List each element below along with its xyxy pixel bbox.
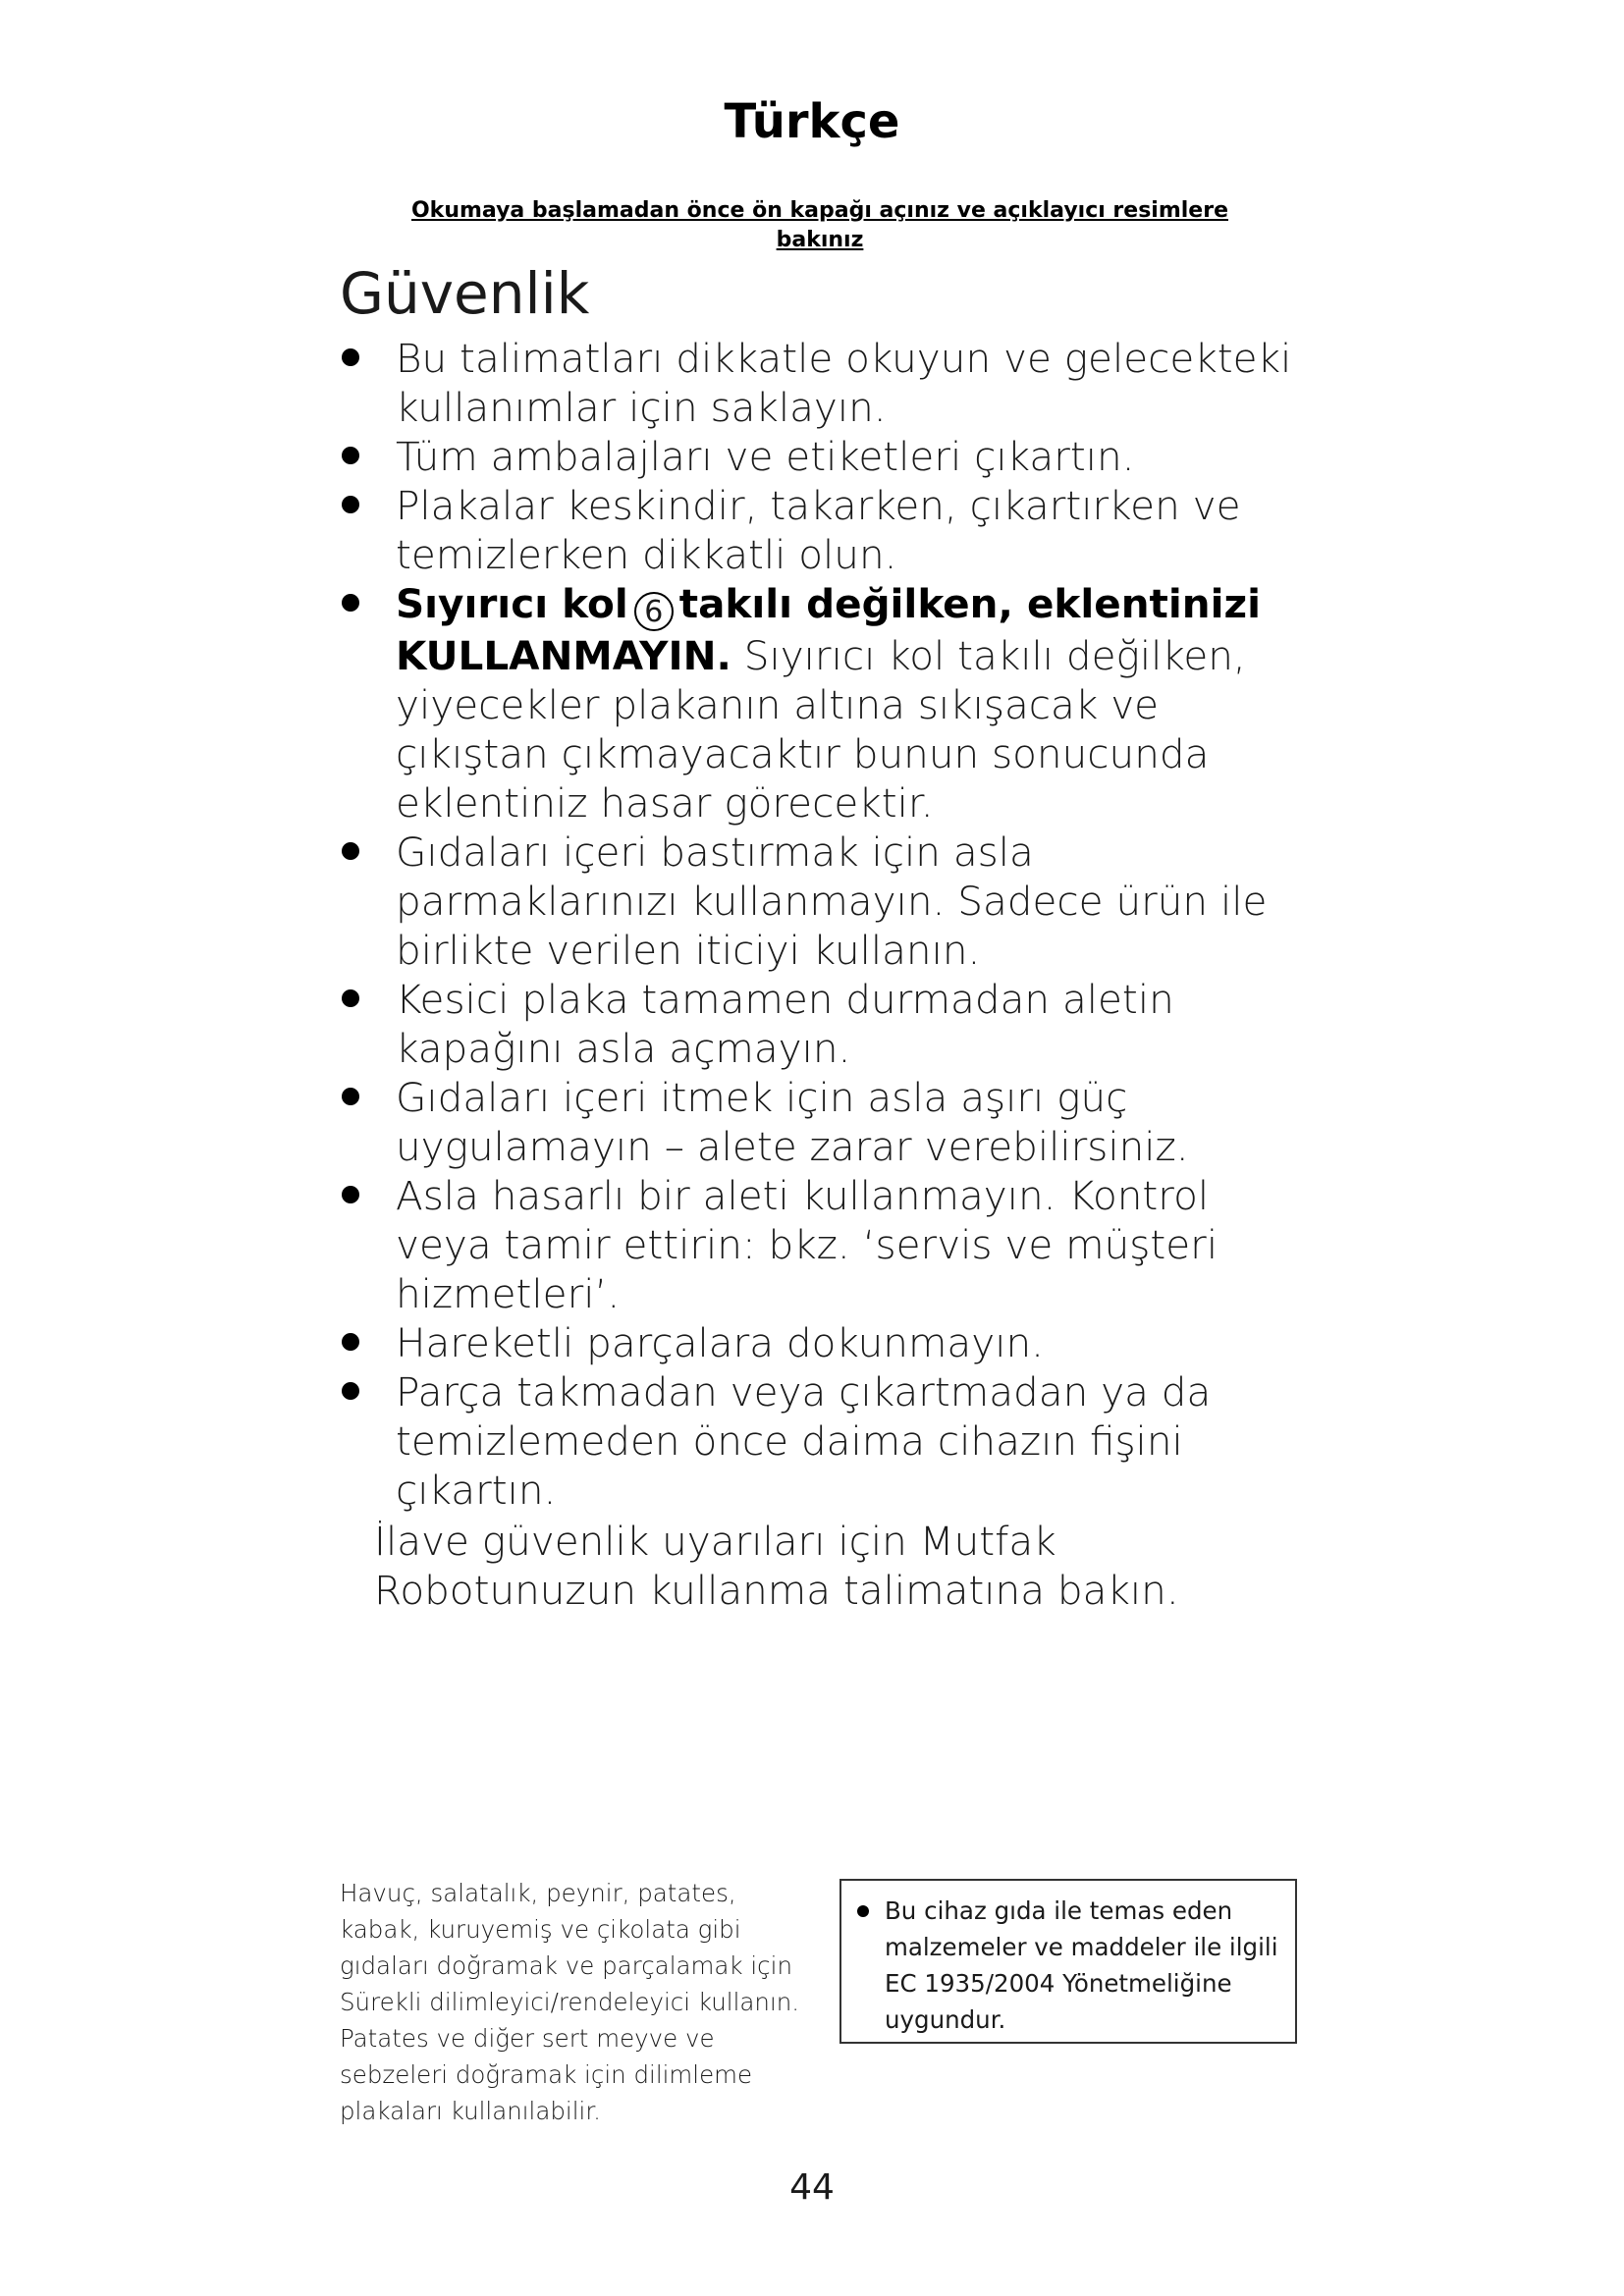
safety-item xyxy=(340,1073,1302,1171)
usage-notes xyxy=(340,1875,811,2129)
safety-item xyxy=(340,1318,1302,1367)
safety-item-text: Asla hasarlı bir aleti kullanmayın. Kontrol veya tamir ettirin: bkz. ‘servis ve müşteri hizmetleri’. xyxy=(396,1172,1218,1317)
safety-section-title: Güvenlik xyxy=(340,260,590,327)
safety-item xyxy=(340,334,1302,432)
safety-item xyxy=(340,975,1302,1073)
safety-item-text: Hareketli parçalara dokunmayın. xyxy=(396,1319,1044,1366)
safety-item-text: Sıyırıcı kol takılı değilken, yiyecekler plakanın altına sıkışacak ve çıkıştan çıkmayacaktır bunun sonucunda eklentiniz hasar görecektir. xyxy=(396,632,1246,827)
safety-note: İlave güvenlik uyarıları için Mutfak Robotunuzun kullanma talimatına bakın. xyxy=(374,1518,1179,1614)
safety-item-text: Tüm ambalajları ve etiketleri çıkartın. xyxy=(396,433,1135,480)
safety-item-text: Parça takmadan veya çıkartmadan ya da temizlemeden önce daima cihazın fişini çıkartın. xyxy=(396,1368,1212,1514)
usage-note-paragraph: Havuç, salatalık, peynir, patates, kabak, kuruyemiş ve çikolata gibi gıdaları doğramak ve parçalamak için Sürekli dilimleyici/rendeleyici kullanın. xyxy=(340,1879,800,2016)
page-title: Türkçe xyxy=(724,94,900,149)
safety-item xyxy=(340,828,1302,975)
safety-list xyxy=(340,334,1302,1615)
bullet-icon xyxy=(342,1186,359,1203)
safety-item-text: Gıdaları içeri itmek için asla aşırı güç uygulamayın – alete zarar verebilirsiniz. xyxy=(396,1074,1189,1170)
ec-compliance-text: Bu cihaz gıda ile temas eden malzemeler ve maddeler ile ilgili EC 1935/2004 Yönetmeliğine uygundur. xyxy=(885,1896,1278,2034)
bullet-icon xyxy=(342,1088,359,1105)
safety-item-warning xyxy=(340,579,1302,828)
safety-item xyxy=(340,481,1302,579)
bullet-icon xyxy=(342,1333,359,1351)
bullet-icon xyxy=(342,594,359,612)
safety-item xyxy=(340,1367,1302,1515)
page-number: 44 xyxy=(789,2167,835,2208)
ec-compliance-item xyxy=(857,1893,1279,2038)
bullet-icon xyxy=(342,348,359,366)
safety-item xyxy=(340,432,1302,481)
ec-compliance-box xyxy=(839,1879,1297,2044)
circled-number-icon: 6 xyxy=(634,592,674,631)
bullet-icon xyxy=(342,1382,359,1400)
usage-note-paragraph: Patates ve diğer sert meyve ve sebzeleri doğramak için dilimleme plakaları kullanılabilir. xyxy=(340,2024,753,2125)
safety-item xyxy=(340,1171,1302,1318)
bullet-icon xyxy=(342,496,359,513)
safety-item-text: Kesici plaka tamamen durmadan aletin kapağını asla açmayın. xyxy=(396,976,1174,1072)
front-cover-notice: Okumaya başlamadan önce ön kapağı açınız ve açıklayıcı resimlere bakınız xyxy=(410,198,1228,252)
bullet-icon xyxy=(342,842,359,860)
bullet-icon xyxy=(342,447,359,464)
safety-item-text: Gıdaları içeri bastırmak için asla parmaklarınızı kullanmayın. Sadece ürün ile birlikte verilen iticiyi kullanın. xyxy=(396,828,1268,974)
warning-bold-part-2: takılı değilken, eklentinizi KULLANMAYIN. xyxy=(396,580,1261,679)
bullet-icon xyxy=(342,989,359,1007)
warning-bold-part-1: Sıyırıcı kol xyxy=(396,580,628,627)
safety-item-text: Bu talimatları dikkatle okuyun ve gelecekteki kullanımlar için saklayın. xyxy=(396,335,1292,431)
bullet-icon xyxy=(857,1905,869,1917)
safety-item-text: Plakalar keskindir, takarken, çıkartırken ve temizlerken dikkatli olun. xyxy=(396,482,1241,578)
